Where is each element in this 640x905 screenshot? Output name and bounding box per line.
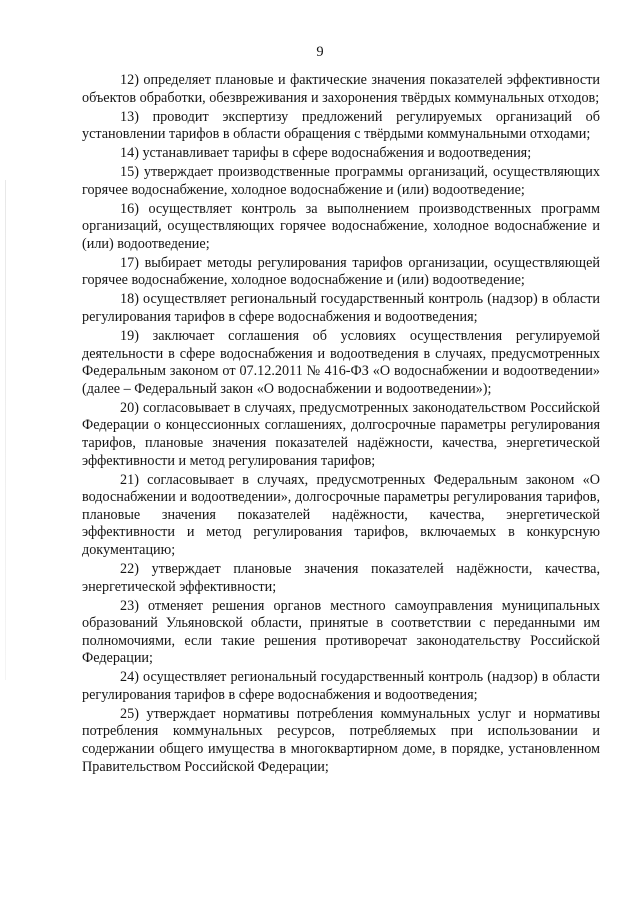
paragraph-item-17: 17) выбирает методы регулирования тарифов организации, осуществляющей горячее водоснабжение, холодное водоснабжение и (или) водоотведение; xyxy=(82,254,600,289)
paragraph-item-24: 24) осуществляет региональный государственный контроль (надзор) в области регулирования тарифов в сфере водоснабжения и водоотведения; xyxy=(82,669,600,703)
document-body xyxy=(82,72,600,778)
paragraph-item-13: 13) проводит экспертизу предложений регулируемых организаций об установлении тарифов в области обращения с твёрдыми коммунальными отходами; xyxy=(82,108,600,143)
paragraph-item-23: 23) отменяет решения органов местного самоуправления муниципальных образований Ульяновской области, принятые в соответствии с переданными им полномочиями, если такие решения противоречат законодательству Российской Федерации; xyxy=(82,597,600,667)
paragraph-item-25: 25) утверждает нормативы потребления коммунальных услуг и нормативы потребления коммунальных ресурсов, потребляемых при использовании и содержании общего имущества в многоквартирном доме, в порядке, установленном Правительством Российской Федерации; xyxy=(82,705,600,775)
paragraph-item-15: 15) утверждает производственные программы организаций, осуществляющих горячее водоснабжение, холодное водоснабжение и (или) водоотведение; xyxy=(82,164,600,198)
paragraph-item-12: 12) определяет плановые и фактические значения показателей эффективности объектов обработки, обезвреживания и захоронения твёрдых коммунальных отходов; xyxy=(82,72,600,106)
paragraph-item-18: 18) осуществляет региональный государственный контроль (надзор) в области регулирования тарифов в сфере водоснабжения и водоотведения; xyxy=(82,291,600,326)
paragraph-item-21: 21) согласовывает в случаях, предусмотренных Федеральным законом «О водоснабжении и водоотведении», долгосрочные параметры регулирования тарифов, плановые значения показателей надёжности, качества, энергетической эффективности и метод регулирования тарифов, включаемых в конкурсную документацию; xyxy=(82,471,600,558)
page-number: 9 xyxy=(316,44,324,60)
paragraph-item-14: 14) устанавливает тарифы в сфере водоснабжения и водоотведения; xyxy=(120,145,532,162)
paragraph-item-22: 22) утверждает плановые значения показателей надёжности, качества, энергетической эффективности; xyxy=(82,560,600,595)
paragraph-item-19: 19) заключает соглашения об условиях осуществления регулируемой деятельности в сфере водоснабжения и водоотведения в случаях, предусмотренных Федеральным законом от 07.12.2011 № 416-ФЗ «О водоснабжении и водоотведении» (далее – Федеральный закон «О водоснабжении и водоотведении»); xyxy=(82,328,600,397)
scan-edge-shadow xyxy=(5,180,6,680)
paragraph-item-16: 16) осуществляет контроль за выполнением производственных программ организаций, осуществляющих горячее водоснабжение, холодное водоснабжение и (или) водоотведение; xyxy=(82,200,600,252)
paragraph-item-20: 20) согласовывает в случаях, предусмотренных законодательством Российской Федерации о концессионных соглашениях, долгосрочные параметры регулирования тарифов, плановые значения показателей надёжности, качества, энергетической эффективности и метод регулирования тарифов; xyxy=(82,399,600,469)
